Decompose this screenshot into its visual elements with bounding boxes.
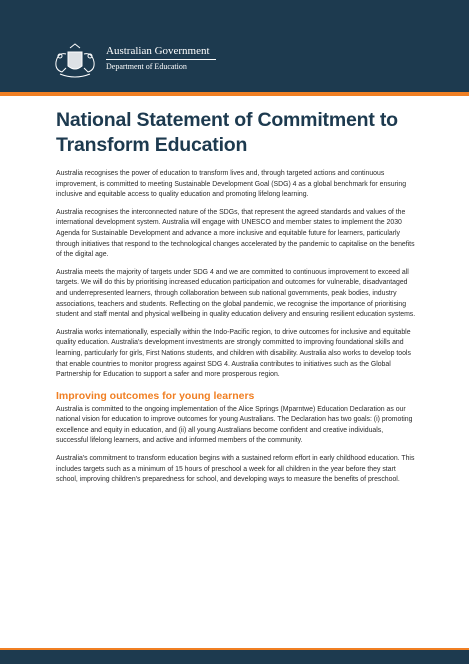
document-title: National Statement of Commitment to Transform Education xyxy=(56,109,398,156)
department-name: Department of Education xyxy=(106,62,187,71)
document-body xyxy=(56,108,416,493)
government-name: Australian Government xyxy=(106,45,210,57)
section-heading: Improving outcomes for young learners xyxy=(56,389,255,402)
paragraph: Australia meets the majority of targets under SDG 4 and we are committed to continuous improvement to exceed all targets. We will do this by prioritising increased education participation and outcomes for vulnerable, disadvantaged and underrepresented learners, through collaboration between sub national governments, peak bodies, industry associations, teachers and students. Reflecting on the global pandemic, we recognise the importance of prioritising student and staff mental and physical wellbeing in quality education delivery and ensuring resilient education systems. xyxy=(56,268,416,319)
paragraph: Australia's commitment to transform education begins with a sustained reform effort in early childhood education. This includes targets such as a minimum of 15 hours of preschool a week for all children in the year before they start school, improving children's preparedness for school, and developing ways to measure the benefits of preschool. xyxy=(56,455,415,484)
footer-bar xyxy=(0,650,469,664)
paragraph: Australia is committed to the ongoing implementation of the Alice Springs (Mparntwe) Education Declaration as our national vision for education to improve outcomes for young Australians. The Declaration has two goals: (i) promoting excellence and equity in education, and (ii) all young Australians become confident and creative individuals, successful lifelong learners, and active and informed members of the community. xyxy=(56,405,413,445)
header-accent-stripe xyxy=(0,92,469,96)
header-divider xyxy=(106,59,216,60)
paragraph: Australia recognises the power of education to transform lives and, through targeted actions and continuous improvement, is committed to meeting Sustainable Development Goal (SDG) 4 as a global benchmark for ensuring inclusive and equitable access to quality education and promoting lifelong learning. xyxy=(56,170,407,199)
header-banner xyxy=(0,0,469,92)
coat-of-arms-icon xyxy=(52,42,98,80)
paragraph: Australia works internationally, especially within the Indo-Pacific region, to drive outcomes for inclusive and equitable quality education. Australia's development investments are strongly committed to improving foundational skills and learning, particularly for girls, First Nations students, and children with disability. Australia also works to develop tools that enable countries to monitor progress against SDG 4. Australia contributes to initiatives such as the Global Partnership for Education to support a safer and more prosperous region. xyxy=(56,328,411,379)
paragraph: Australia recognises the interconnected nature of the SDGs, that represent the agreed standards and values of the international development system. Australia will engage with UNESCO and member states to implement the 2030 Agenda for Sustainable Development and advance a more inclusive and equitable future for learners, particularly through initiatives that respond to the technological changes accelerated by the pandemic to capitalise on the benefits of the digital age. xyxy=(56,208,415,259)
